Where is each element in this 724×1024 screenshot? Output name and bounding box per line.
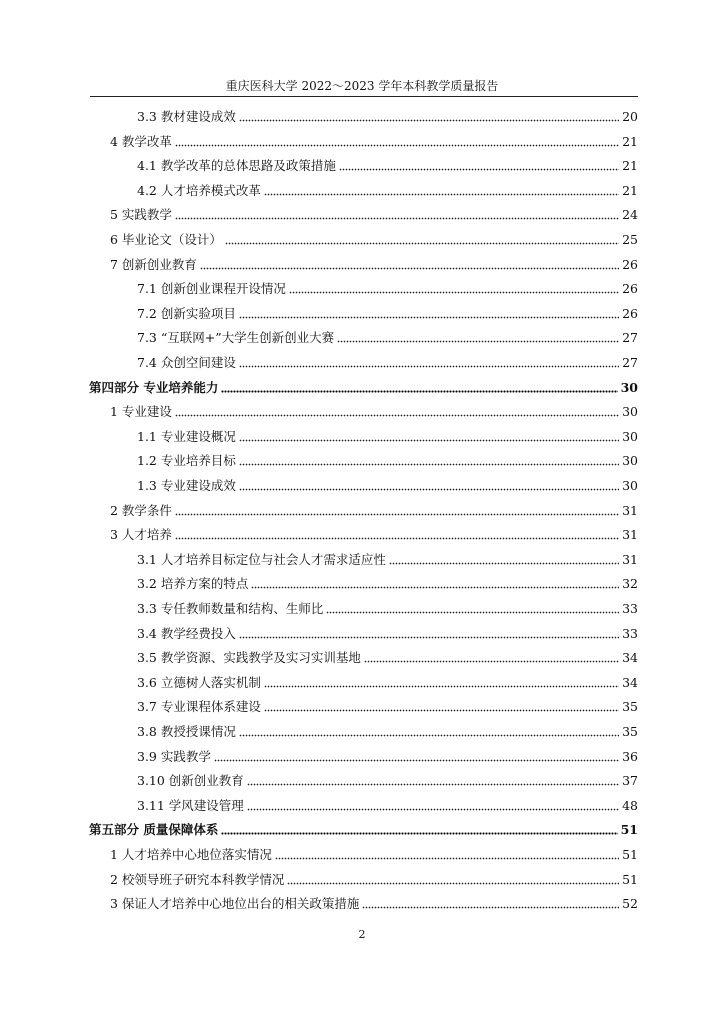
toc-dot-leader bbox=[239, 315, 619, 319]
toc-dot-leader bbox=[239, 635, 619, 639]
toc-entry-page-number: 37 bbox=[622, 773, 638, 789]
toc-part-entry[interactable] bbox=[89, 816, 638, 838]
toc-entry-page-number: 21 bbox=[622, 182, 638, 198]
toc-dot-leader bbox=[389, 561, 619, 565]
toc-entry-page-number: 34 bbox=[622, 650, 638, 666]
toc-subsection-entry[interactable] bbox=[137, 546, 638, 568]
toc-subsection-entry[interactable] bbox=[137, 349, 638, 371]
toc-entry-label: 3.7 专业课程体系建设 bbox=[137, 699, 261, 715]
toc-entry-page-number: 20 bbox=[622, 109, 638, 124]
toc-dot-leader bbox=[175, 536, 619, 540]
toc-dot-leader bbox=[251, 585, 619, 589]
toc-dot-leader bbox=[339, 167, 619, 171]
toc-subsection-entry[interactable] bbox=[137, 177, 638, 199]
toc-subsection-entry[interactable] bbox=[137, 743, 638, 765]
toc-entry-page-number: 31 bbox=[622, 502, 638, 518]
toc-entry-label: 2 校领导班子研究本科教学情况 bbox=[110, 871, 285, 887]
toc-dot-leader bbox=[200, 266, 619, 270]
toc-dot-leader bbox=[264, 708, 619, 712]
toc-section-entry[interactable] bbox=[110, 890, 638, 912]
toc-entry-label: 7.3 “互联网+”大学生创新创业大赛 bbox=[137, 330, 335, 346]
toc-dot-leader bbox=[326, 610, 619, 614]
toc-subsection-entry[interactable] bbox=[137, 792, 638, 814]
toc-entry-page-number: 26 bbox=[622, 281, 638, 297]
toc-dot-leader bbox=[247, 807, 619, 811]
toc-section-entry[interactable] bbox=[110, 521, 638, 543]
toc-dot-leader bbox=[221, 831, 617, 835]
toc-entry-label: 2 教学条件 bbox=[110, 502, 172, 518]
toc-part-entry[interactable] bbox=[89, 374, 638, 396]
toc-entry-label: 7 创新创业教育 bbox=[110, 256, 197, 272]
toc-dot-leader bbox=[364, 659, 619, 663]
toc-subsection-entry[interactable] bbox=[137, 103, 638, 125]
toc-entry-page-number: 51 bbox=[622, 871, 638, 887]
toc-entry-page-number: 21 bbox=[622, 158, 638, 174]
toc-dot-leader bbox=[289, 290, 619, 294]
toc-dot-leader bbox=[221, 389, 617, 393]
toc-subsection-entry[interactable] bbox=[137, 718, 638, 740]
toc-entry-page-number: 24 bbox=[622, 207, 638, 223]
toc-section-entry[interactable] bbox=[110, 497, 638, 519]
toc-entry-page-number: 30 bbox=[620, 379, 638, 395]
toc-entry-label: 5 实践教学 bbox=[110, 207, 172, 223]
toc-entry-page-number: 27 bbox=[622, 330, 638, 346]
toc-entry-page-number: 21 bbox=[622, 133, 638, 149]
toc-entry-page-number: 27 bbox=[622, 355, 638, 370]
toc-entry-page-number: 36 bbox=[622, 748, 638, 764]
toc-entry-page-number: 33 bbox=[622, 601, 638, 616]
toc-subsection-entry[interactable] bbox=[137, 767, 638, 789]
toc-entry-label: 3.6 立德树人落实机制 bbox=[137, 674, 261, 690]
toc-entry-label: 第四部分 专业培养能力 bbox=[89, 379, 219, 395]
toc-entry-label: 6 毕业论文（设计） bbox=[110, 232, 222, 247]
toc-dot-leader bbox=[264, 684, 619, 688]
toc-entry-label: 1.2 专业培养目标 bbox=[137, 453, 236, 469]
toc-entry-label: 3.10 创新创业教育 bbox=[137, 773, 244, 789]
toc-entry-label: 3.9 实践教学 bbox=[137, 748, 211, 764]
toc-entry-label: 1 人才培养中心地位落实情况 bbox=[110, 847, 272, 862]
toc-dot-leader bbox=[264, 192, 619, 196]
toc-dot-leader bbox=[275, 856, 619, 860]
page-header-title: 重庆医科大学 2022～2023 学年本科教学质量报告 bbox=[225, 79, 499, 93]
page-number: 2 bbox=[358, 928, 366, 941]
toc-section-entry[interactable] bbox=[110, 201, 638, 223]
toc-entry-page-number: 26 bbox=[622, 305, 638, 321]
toc-entry-page-number: 31 bbox=[622, 551, 638, 567]
toc-entry-label: 3.8 教授授课情况 bbox=[137, 724, 236, 739]
toc-dot-leader bbox=[175, 512, 619, 516]
toc-dot-leader bbox=[247, 782, 619, 786]
toc-dot-leader bbox=[362, 905, 619, 909]
toc-dot-leader bbox=[175, 413, 619, 417]
toc-entry-page-number: 34 bbox=[622, 674, 638, 690]
toc-dot-leader bbox=[175, 143, 619, 147]
toc-entry-page-number: 26 bbox=[622, 256, 638, 272]
toc-entry-label: 3.1 人才培养目标定位与社会人才需求适应性 bbox=[137, 551, 386, 567]
toc-entry-label: 3.3 专任教师数量和结构、生师比 bbox=[137, 601, 324, 616]
toc-entry-page-number: 31 bbox=[622, 527, 638, 543]
toc-entry-page-number: 51 bbox=[622, 847, 638, 862]
toc-entry-page-number: 35 bbox=[622, 699, 638, 715]
toc-section-entry[interactable] bbox=[110, 866, 638, 888]
toc-entry-label: 1.3 专业建设成效 bbox=[137, 478, 236, 493]
toc-entry-label: 3.2 培养方案的特点 bbox=[137, 576, 249, 592]
toc-entry-page-number: 30 bbox=[622, 404, 638, 420]
toc-entry-label: 3 保证人才培养中心地位出台的相关政策措施 bbox=[110, 896, 360, 912]
header-rule bbox=[90, 96, 638, 97]
toc-dot-leader bbox=[239, 487, 619, 491]
toc-entry-label: 4.2 人才培养模式改革 bbox=[137, 182, 261, 198]
toc-entry-label: 3.3 教材建设成效 bbox=[137, 109, 236, 124]
toc-dot-leader bbox=[239, 462, 619, 466]
toc-entry-label: 4 教学改革 bbox=[110, 133, 172, 149]
toc-dot-leader bbox=[239, 364, 619, 368]
toc-dot-leader bbox=[214, 758, 619, 762]
toc-dot-leader bbox=[239, 118, 619, 122]
toc-section-entry[interactable] bbox=[110, 128, 638, 150]
toc-entry-label: 3.5 教学资源、实践教学及实习实训基地 bbox=[137, 650, 361, 666]
toc-section-entry[interactable] bbox=[110, 398, 638, 420]
toc-subsection-entry[interactable] bbox=[137, 693, 638, 715]
toc-subsection-entry[interactable] bbox=[137, 423, 638, 445]
toc-entry-label: 3.4 教学经费投入 bbox=[137, 625, 236, 641]
toc-subsection-entry[interactable] bbox=[137, 595, 638, 617]
toc-section-entry[interactable] bbox=[110, 841, 638, 863]
toc-dot-leader bbox=[225, 241, 619, 245]
toc-section-entry[interactable] bbox=[110, 251, 638, 273]
toc-entry-page-number: 33 bbox=[622, 625, 638, 641]
toc-subsection-entry[interactable] bbox=[137, 644, 638, 666]
toc-dot-leader bbox=[175, 216, 619, 220]
toc-subsection-entry[interactable] bbox=[137, 300, 638, 322]
toc-entry-page-number: 30 bbox=[622, 478, 638, 493]
toc-subsection-entry[interactable] bbox=[137, 620, 638, 642]
toc-dot-leader bbox=[239, 438, 619, 442]
toc-entry-page-number: 52 bbox=[622, 896, 638, 912]
toc-subsection-entry[interactable] bbox=[137, 275, 638, 297]
toc-entry-page-number: 35 bbox=[622, 724, 638, 739]
toc-subsection-entry[interactable] bbox=[137, 447, 638, 469]
toc-dot-leader bbox=[239, 733, 619, 737]
toc-entry-label: 3.11 学风建设管理 bbox=[137, 797, 244, 813]
toc-entry-label: 7.1 创新创业课程开设情况 bbox=[137, 281, 286, 297]
toc-entry-page-number: 30 bbox=[622, 428, 638, 444]
toc-section-entry[interactable] bbox=[110, 226, 638, 248]
toc-subsection-entry[interactable] bbox=[137, 669, 638, 691]
toc-subsection-entry[interactable] bbox=[137, 472, 638, 494]
toc-subsection-entry[interactable] bbox=[137, 152, 638, 174]
toc-entry-label: 3 人才培养 bbox=[110, 527, 172, 543]
toc-entry-page-number: 48 bbox=[622, 797, 638, 813]
toc-entry-label: 7.4 众创空间建设 bbox=[137, 355, 236, 370]
toc-entry-label: 7.2 创新实验项目 bbox=[137, 305, 236, 321]
toc-entry-page-number: 30 bbox=[622, 453, 638, 469]
toc-entry-label: 1.1 专业建设概况 bbox=[137, 428, 236, 444]
toc-entry-label: 4.1 教学改革的总体思路及政策措施 bbox=[137, 158, 336, 174]
toc-entry-page-number: 32 bbox=[622, 576, 638, 592]
toc-dot-leader bbox=[337, 339, 619, 343]
toc-subsection-entry[interactable] bbox=[137, 570, 638, 592]
toc-entry-page-number: 51 bbox=[620, 822, 638, 838]
toc-entry-page-number: 25 bbox=[622, 232, 638, 247]
toc-dot-leader bbox=[287, 881, 619, 885]
toc-entry-label: 1 专业建设 bbox=[110, 404, 172, 420]
toc-entry-label: 第五部分 质量保障体系 bbox=[89, 822, 219, 838]
toc-subsection-entry[interactable] bbox=[137, 324, 638, 346]
